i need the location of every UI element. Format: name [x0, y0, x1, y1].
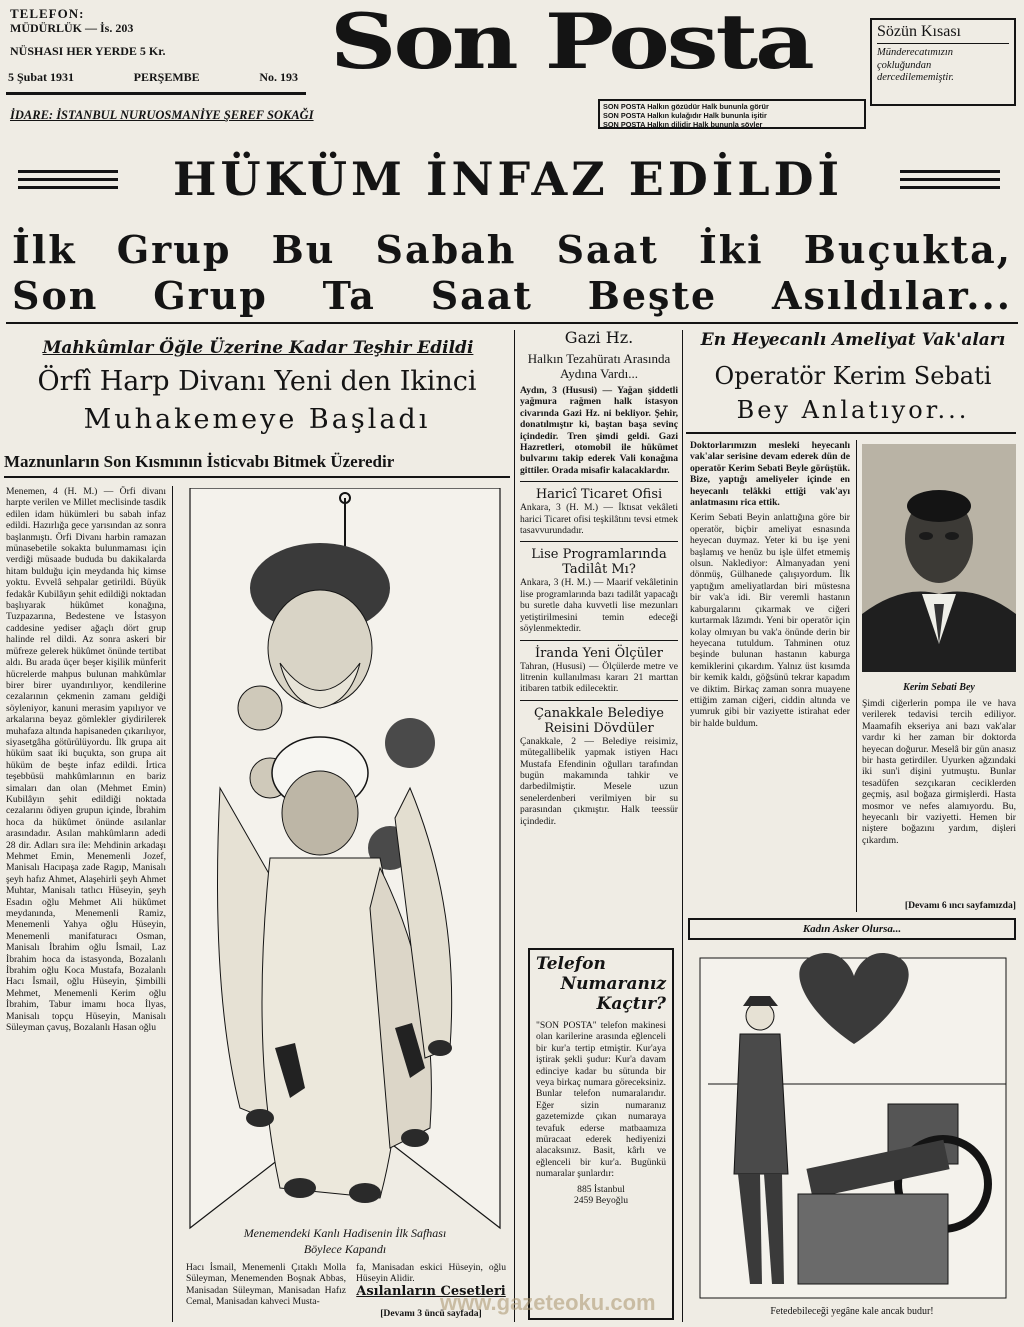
- telefon-title-3: Kaçtır?: [596, 994, 666, 1014]
- telefon-title-2: Numaranız: [560, 974, 666, 994]
- issue-number: No. 193: [259, 70, 298, 84]
- kerim-sebati-photo: [862, 444, 1016, 672]
- left-body: Menemen, 4 (H. M.) — Örfi divanı harpte verilen ve Millet meclisinde tasdik edilen idam hükümleri bu sabah infaz edildi. Hazırlığa gece yarısından az sonra başlanmıştı. Örfi Divanı harbin ramazan münasebetile sokakta bulunmaması için verdiği müsaade bududa bu dakikalarda hitam bulduğu için meydanda hiç kimse yoktu. Evvelâ sehpalar getirildi. Büyük fedakâr Kubilâyın şehit edildiği noktadan başlıyarak hükûmet konağına, Tuzpazarına, Bedestene ve İstasyon caddesine yediser ağaçlı dört grup halinde rel dildi. Az sonra askeri bir müfreze gelerek hükûmet önünde tertibat aldı. Bu arada üçer beşer kişilik münferit hücrelerde mahpus bulunan mahkûmlar birer birer uyandırılıyor, kendilerine cezalarının çekmenin zamanı geldiği söyleniyor, kanuni merasim yapılıyor ve arkalarına beyaz gömlekler giydirilerek muhafaza altında hapisaneden çıkarılıyor, siyasetgâha götürülüyordu. İlk grupa ait hüküm saat iki buçukta, son grupa ait hüküm de beşte infaz edildi. İrtica teşebbüsü mahkûmlarının en bariz simaları dan olan (Mehmet Emin) Kubilâyın şehit edildiği noktada cezalarını ödiyen grupun içinde, İbrahim hoca da hükûmet önünde asılanlar arasındadır. Asılan mahkûmların adedi 28 dir. Adları sıra ile: Mehdinin arkadaşı Mehmet Emin, Menemenli Jozef, Manisalı Hacıpaşa zade Ragıp, Manisalı şeyh hafız Ahmet, Alaşehirli şeyh Ahmet Muhtar, Manisalı tatlıcı Hüseyin, şeyh Esadın oğlu Mehmet Ali hükûmet meydanında, Menemenli Ramiz, Menemenli Yahya oğlu Hüseyin, Menemenli manifaturacı Osman, Manisalı İbrahim oğlu İsmail, Laz İbrahim hoca da istasyonda, Bozalanlı İbrahim oğlu Koca Mustafa, Bozalanlı Hacı İsmail, oğlu Hüseyin, Şimbilli Mehmet, Menemenli Kerim oğlu İbrahim, Tabur imamı hoca İlyas, Manisalı topçu Hüseyin, Manisalı Süleyman çavuş, Bozalanlı Hasan oğlu: [6, 486, 166, 1034]
- illustration-caption-2: Böylece Kapandı: [303, 1242, 387, 1256]
- header-rule-left: [6, 92, 306, 95]
- canakkale-title: Çanakkale Belediye Reisini Dövdüler: [534, 705, 664, 736]
- left-kicker: Mahkûmlar Öğle Üzerine Kadar Teşhir Edildi: [42, 338, 474, 358]
- left-title-2: Muhakemeye Başladı: [83, 404, 431, 435]
- gazi-title: Gazi Hz.: [564, 328, 634, 347]
- telefon-number-2: 2459 Beyoğlu: [573, 1195, 629, 1207]
- gazi-subtitle: Halkın Tezahüratı Arasında Aydına Vardı...: [527, 351, 671, 381]
- mid-col-divider-left: [514, 330, 515, 1322]
- left-col-divider: [172, 486, 173, 1322]
- sozun-kisasi-text: Münderecatımızın çokluğundan dercedilememiştir.: [877, 47, 954, 83]
- phone-label: TELEFON:: [10, 6, 85, 21]
- mid-col-divider-right: [682, 330, 683, 1322]
- right-title-1: Operatör Kerim Sebati: [714, 362, 992, 390]
- right-body: Kerim Sebati Beyin anlattığına göre bir operatör, biçbir ameliyat esnasında heyecan duymaz. Yeter ki bu işe yeni başlamış ve henüz bu işle ülfet etmemiş olsun. Naklediyor: Almanyadan yeni dönmüş, Gülhanede çalışıyordum. İlk yaptığım ameliyatlardan biri müstesna bir vak'a idi. Bir veremli hastanın kaburgalarını çıkarmak ve ciğeri kurtarmak lâzımdı. Yeni bir operatör için kolay olmıyan bu vak'a önünde derin bir heyecana tutuldum. Tahminen otuz beşinde bulunan hastanın kaburga kemiklerini çıkardım. Yalnız üst kısımda bir kemik kaldı, göğsünü tekrar kapadım ve diktim. Birkaç zaman sonra muayene ettiğim zaman ciğeri, ciddin altında ve yumruk gibi bir vaziyette istirahat eder bir halde buldum.: [690, 512, 850, 729]
- site-watermark: www.gazeteoku.com: [440, 1290, 656, 1315]
- weekday: PERŞEMBE: [133, 70, 200, 84]
- illustration-caption-1: Menemendeki Kanlı Hadisenin İlk Safhası: [243, 1226, 447, 1240]
- illustration-bottom-text-2: fa, Manisadan eskici Hüseyin, oğlu Hüseyin Alidir.: [356, 1262, 506, 1285]
- iran-title: İranda Yeni Ölçüler: [534, 645, 664, 661]
- lise-title: Lise Programlarında Tadilât Mı?: [531, 547, 667, 578]
- harici-body: Ankara, 3 (H. M.) — İktısat vekâleti harici Ticaret ofisi teşkilâtını tevsi etmek tasavvurundadır.: [520, 502, 678, 537]
- motto-line-1: SON POSTA Halkın gözüdür Halk bununla görür: [603, 102, 769, 111]
- banner-line-2: Son Grup Ta Saat Beşte Asıldılar...: [12, 273, 1012, 318]
- illustration-bottom-text-1: Hacı İsmail, Menemenli Çıtaklı Molla Süleyman, Menemenden Boşnak Abbas, Manisadan Süleyman, Manisadan Hafız Cemal, Manisadan kahveci Musta-: [186, 1262, 346, 1308]
- illustration-continued: [Devamı 3 üncü sayfada]: [380, 1308, 482, 1319]
- motto-line-3: SON POSTA Halkın dilidir Halk bununla söyler: [603, 120, 763, 129]
- address-line: İDARE: İSTANBUL NURUOSMANİYE ŞEREF SOKAĞI: [10, 108, 314, 122]
- banner-line-1: İlk Grup Bu Sabah Saat İki Buçukta,: [12, 227, 1012, 272]
- canakkale-body: Çanakkale, 2 — Belediye reisimiz, mütegallibelik yapmak istiyen Hacı Mustafa Efendinin oğulları tarafından bugün makamında tahkir ve darbedilmiştir. Mesele uzun senelerdenberi verilmiyen bir su parasından çıkmıştır. Halk teessür içindedir.: [520, 735, 678, 827]
- date-row: [8, 70, 298, 85]
- right-text-column: [690, 440, 850, 912]
- banner-rules-right: [900, 170, 1000, 189]
- telefon-title-1: Telefon: [536, 954, 606, 974]
- price-line: NÜSHASI HER YERDE 5 Kr.: [10, 44, 166, 58]
- header-info: [10, 6, 210, 59]
- right-inner-divider: [856, 440, 857, 912]
- banner-rules-left: [18, 170, 118, 189]
- masthead-title: Son Posta: [330, 0, 812, 86]
- banner-bottom-rule: [6, 322, 1018, 324]
- right-body-2: Şimdi ciğerlerin pompa ile ve hava verilerek tedavisi tercih ediliyor. Maamafih ekseriya ani bazı vak'alar vardır ki her zaman bir doktorda heyecan doğurur. Meselâ bir gün anasız bir hasta getirdiler. Uyurken ağzındaki iki sun'i dişini yutmuştu. Bunlar tesadüfen sezçıkaran ceciklerden geçmiş, asıl boğaza girmişlerdi. Hasta mosmor ve nefes alamıyordu. Bu, heyecanlı bir vaziyetti. Hemen bir niştere boğazını yardım, dişleri çıkardım.: [862, 698, 1016, 846]
- right-intro: Doktorlarımızın mesleki heyecanlı vak'alar serisine devam ederek dün de operatör Kerim Sebati Beyle görüştük. Bize, yaptığı ameliyeler içinde en heyecanlı telâkki ettiği vak'ayı anlatmasını rica ettik.: [690, 440, 850, 509]
- left-subtitle: Maznunların Son Kısmının İsticvabı Bitmek Üzeredir: [4, 452, 510, 478]
- right-kicker: En Heyecanlı Ameliyat Vak'aları: [700, 330, 1006, 350]
- photo-caption: Kerim Sebati Bey: [903, 682, 975, 693]
- cartoon-title: Kadın Asker Olursa...: [802, 923, 902, 935]
- telefon-number-1: 885 İstanbul: [577, 1183, 625, 1195]
- cartoon-caption: Fetedebileceği yegâne kale ancak budur!: [770, 1306, 934, 1317]
- left-title-1: Örfî Harp Divanı Yeni den Ikinci: [37, 366, 477, 397]
- illustration-bottom-kicker: Asılanların Cesetleri: [356, 1284, 506, 1299]
- cartoon-illustration: [688, 944, 1016, 1302]
- sozun-kisasi-box: [870, 18, 1016, 106]
- right-title-2: Bey Anlatıyor...: [736, 396, 970, 424]
- motto-line-2: SON POSTA Halkın kulağıdır Halk bununla işitir: [603, 111, 767, 120]
- sozun-kisasi-title: Sözün Kısası: [877, 23, 1009, 44]
- date: 5 Şubat 1931: [8, 70, 75, 84]
- banner-main-headline: HÜKÜM İNFAZ EDİLDİ: [173, 152, 843, 206]
- phone-line: MÜDÜRLÜK — İs. 203: [10, 21, 134, 35]
- right-continued: [Devamı 6 ıncı sayfamızda]: [904, 900, 1016, 911]
- motto-box: [598, 99, 866, 129]
- execution-illustration: [180, 488, 510, 1258]
- telefon-body: "SON POSTA" telefon makinesi olan karilerine arasında eğlenceli bir kur'a tertip etmiştir. Kur'aya iştirak şekli şudur: Kur'a davam edinciye kadar bu sütunda bir veya birkaç numara göreceksiniz. Bunlar telefon numaralarıdır. Eğer sizin numaranız gazetemizde çıkan numaraya tevafuk ederse matbaamıza müracaat ederek hediyenizi alacaksınız. Basit, kârlı ve eğlenceli bir kur'a. Bugünkü numaralar şunlardır:: [536, 1020, 666, 1180]
- lise-body: Ankara, 3 (H. M.) — Maarif vekâletinin lise programlarında bazı tadilât yapacağı bu suretle daha kuvvetli lise mezunları yetiştirilmesini temin edeceği söylenmektedir.: [520, 577, 678, 635]
- telefon-box: [528, 948, 674, 1320]
- middle-column: [520, 330, 678, 827]
- gazi-body: Aydın, 3 (Hususi) — Yağan şiddetli yağmura rağmen halk istasyon civarında Gazi Hz. ni bekliyor. Şehir, donatılmıştır ki, baştan başa sevinç içindedir. Tren şimdi geldi. Gazi Hazretleri, otomobil ile hükümet bulvarını takip ederek Vali konağına gittiler. Orada misafir kalacaklardır.: [520, 385, 678, 476]
- right-title-rule: [686, 432, 1016, 434]
- cartoon-title-box: [688, 918, 1016, 940]
- iran-body: Tahran, (Hususi) — Ölçülerde metre ve litrenin kullanılması kararı 21 marttan itibaren tatbik edilecektir.: [520, 660, 678, 695]
- harici-title: Haricî Ticaret Ofisi: [535, 487, 663, 503]
